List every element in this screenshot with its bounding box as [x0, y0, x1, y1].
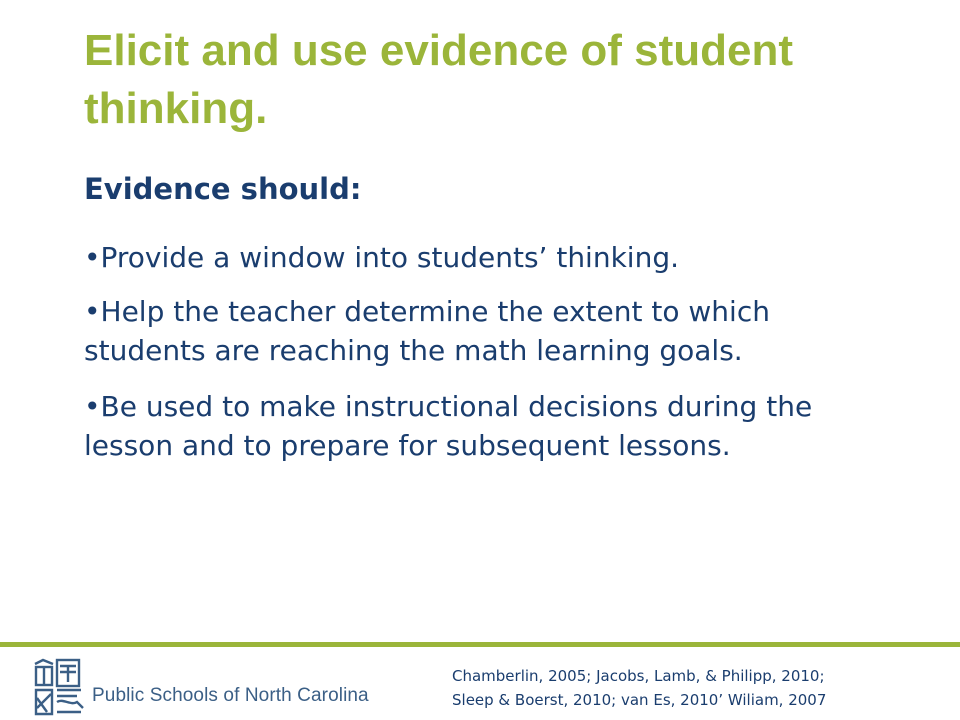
evidence-subheading: Evidence should: — [84, 172, 362, 206]
citation-line: Chamberlin, 2005; Jacobs, Lamb, & Philipp, 2010; — [452, 667, 825, 685]
bullet-text: Be used to make instructional decisions during the lesson and to prepare for subsequent lessons. — [84, 390, 813, 462]
slide-title: Elicit and use evidence of student thinking. — [84, 26, 794, 133]
bullet-item — [84, 292, 884, 370]
bullet-text: Provide a window into students’ thinking. — [100, 241, 679, 274]
organization-name: Public Schools of North Carolina — [92, 685, 369, 706]
bullet-marker: • — [84, 390, 101, 423]
footer-divider — [0, 642, 960, 647]
citation-line: Sleep & Boerst, 2010; van Es, 2010’ Wiliam, 2007 — [452, 691, 827, 709]
bullet-marker: • — [84, 295, 101, 328]
bullet-item — [84, 238, 884, 277]
citation — [452, 664, 952, 712]
public-schools-nc-logo-icon — [33, 658, 87, 716]
bullet-item — [84, 387, 884, 465]
bullet-marker: • — [84, 241, 101, 274]
bullet-text: Help the teacher determine the extent to which students are reaching the math learning goals. — [84, 295, 770, 367]
bullet-list — [84, 238, 884, 480]
